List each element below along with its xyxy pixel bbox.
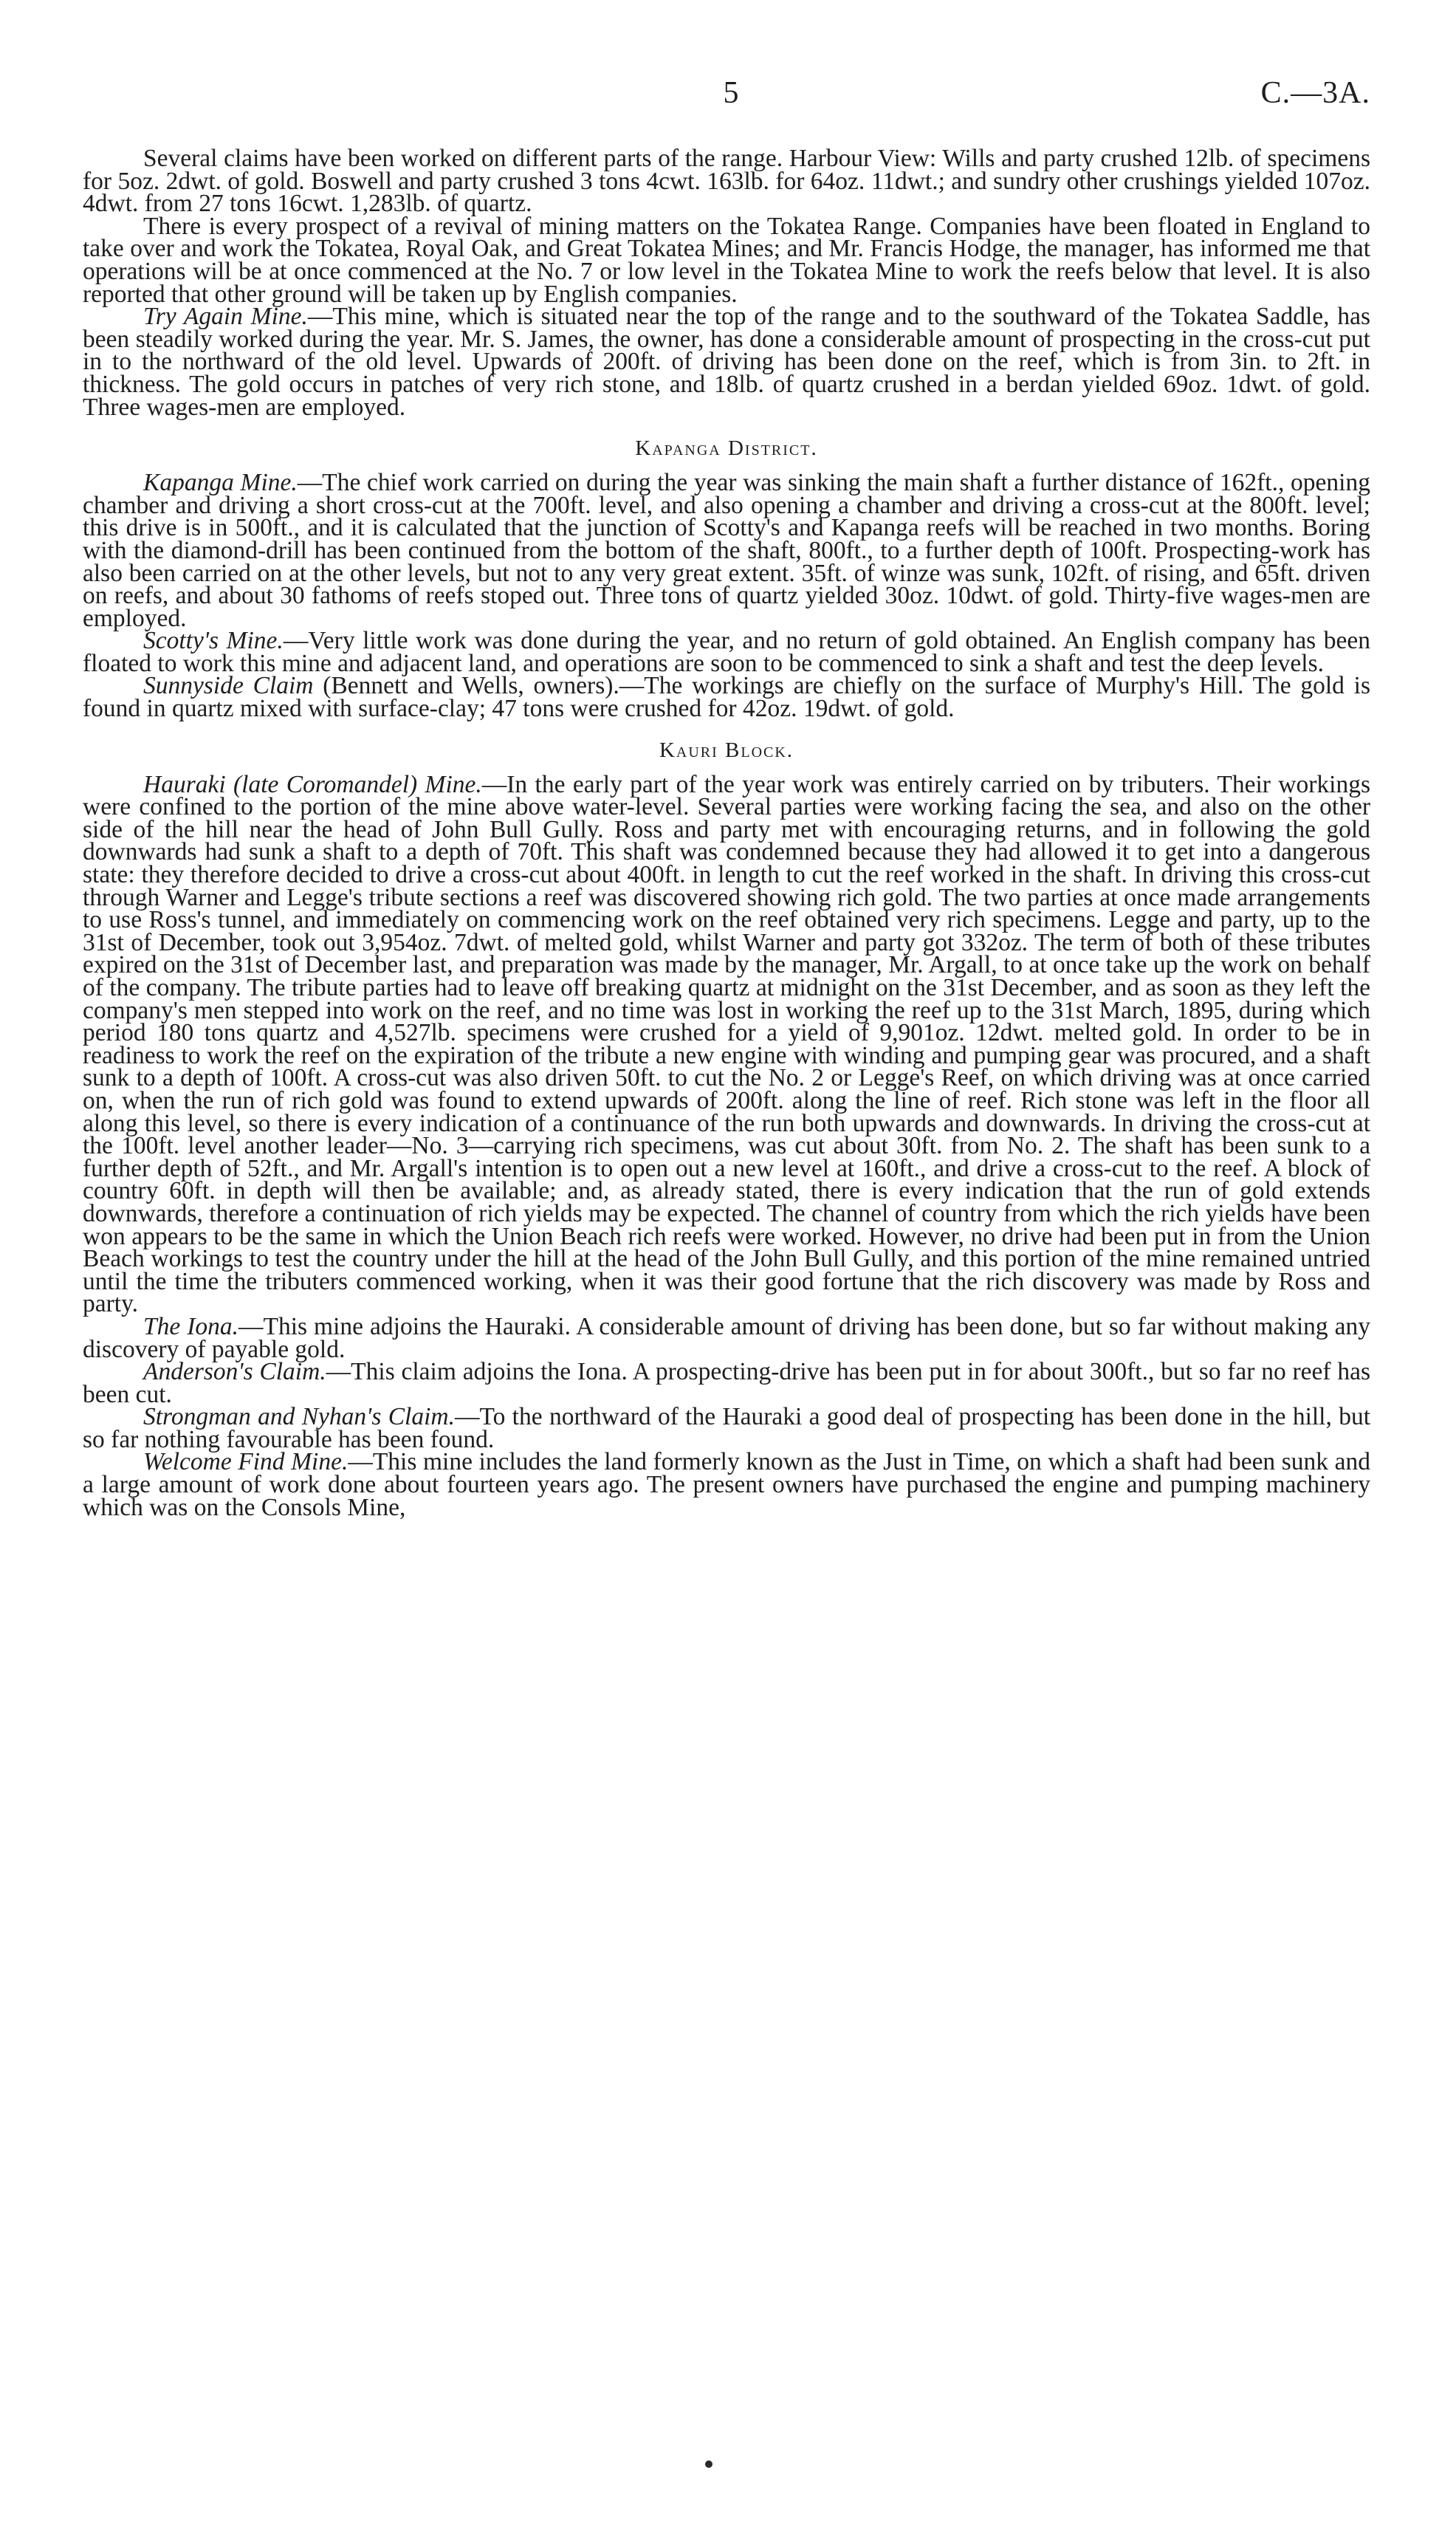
section-heading-kauri: Kauri Block. <box>659 738 794 762</box>
paragraph-text: —This mine, which is situated near the top of the range and to the southward of the Tokatea Saddle, has been steadily worked during the year. Mr. S. James, the owner, has done a considerable amount of prospecting in the cross-cut put in to the northward of the old level. Upwards of 200ft. of driving has been done on the reef, which is from 3in. to 2ft. in thickness. The gold occurs in patches of very rich stone, and 18lb. of quartz crushed in a berdan yielded 69oz. 1dwt. of gold. Three wages-men are employed. <box>83 303 1370 421</box>
paragraph-tokatea-range: There is every prospect of a revival of mining matters on the Tokatea Range. Companies have been floated in England to take over and work the Tokatea, Royal Oak, and Great Tokatea Mines; and Mr. Francis Hodge, the manager, has informed me that operations will be at once commenced at the No. 7 or low level in the Tokatea Mine to work the reefs below that level. It is also reported that other ground will be taken up by English companies. <box>83 212 1370 308</box>
paragraph-welcome-find <box>83 1448 1371 1521</box>
paragraph-text: —In the early part of the year work was entirely carried on by tributers. Their workings were confined to the portion of the mine above water-level. Several parties were working facing the sea, and also on the other side of the hill near the head of John Bull Gully. Ross and party met with encouraging returns, and in following the gold downwards had sunk a shaft to a depth of 70ft. This shaft was condemned because they had allowed it to get into a dangerous state: they therefore decided to drive a cross-cut about 400ft. in length to cut the reef worked in the shaft. In driving this cross-cut through Warner and Legge's tribute sections a reef was discovered showing rich gold. The two parties at once made arrangements to use Ross's tunnel, and immediately on commencing work on the reef obtained very rich specimens. Legge and party, up to the 31st of December, took out 3,954oz. 7dwt. of melted gold, whilst Warner and party got 332oz. The term of both of these tributes expired on the 31st of December last, and preparation was made by the manager, Mr. Argall, to at once take up the work on behalf of the company. The tribute parties had to leave off breaking quartz at midnight on the 31st December, and as soon as they left the company's men stepped into work on the reef, and no time was lost in working the reef up to the 31st March, 1895, during which period 180 tons quartz and 4,527lb. specimens were crushed for a yield of 9,901oz. 12dwt. melted gold. In order to be in readiness to work the reef on the expiration of the tribute a new engine with winding and pumping gear was procured, and a shaft sunk to a depth of 100ft. A cross-cut was also driven 50ft. to cut the No. 2 or Legge's Reef, on which driving was at once carried on, when the run of rich gold was found to extend upwards of 200ft. along the line of reef. Rich stone was left in the floor all along this level, so there is every indication of a continuance of the run both upwards and downwards. In driving the cross-cut at the 100ft. level another leader—No. 3—carrying rich specimens, was cut about 30ft. from No. 2. The shaft has been sunk to a further depth of 52ft., and Mr. Argall's intention is to open out a new level at 160ft., and drive a cross-cut to the reef. A block of country 60ft. in depth will then be available; and, as already stated, there is every indication that the run of gold extends downwards, therefore a continuation of rich yields may be expected. The channel of country from which the rich yields have been won appears to be the same in which the Union Beach rich reefs were worked. However, no drive had been put in from the Union Beach workings to test the country under the hill at the head of the John Bull Gully, and this portion of the mine remained untried until the time the tributers commenced working, when it was their good fortune that the rich discovery was made by Ross and party. <box>83 770 1370 1318</box>
paragraph-text: —This mine includes the land formerly known as the Just in Time, on which a shaft had been sunk and a large amount of work done about fourteen years ago. The present owners have purchased the engine and pumping machinery which was on the Consols Mine, <box>83 1448 1371 1521</box>
paragraph-title: Strongman and Nyhan's Claim. <box>143 1403 455 1431</box>
document-reference: C.—3A. <box>1260 76 1370 110</box>
document-body <box>83 145 1371 1521</box>
paragraph-text: —This claim adjoins the Iona. A prospecting-drive has been put in for about 300ft., but so far no reef has been cut. <box>83 1358 1370 1408</box>
paragraph-title: Scotty's Mine. <box>143 627 284 655</box>
paragraph-title: Welcome Find Mine. <box>143 1448 348 1476</box>
section-heading-kapanga: Kapanga District. <box>635 436 818 461</box>
paragraph-title: Anderson's Claim. <box>143 1358 326 1386</box>
paragraph-title: Hauraki (late Coromandel) Mine. <box>143 770 482 798</box>
paragraph-text: (Bennett and Wells, owners).—The workings are chiefly on the surface of Murphy's Hill. The gold is found in quartz mixed with surface-clay; 47 tons were crushed for 42oz. 19dwt. of gold. <box>83 672 1370 723</box>
paragraph-strongman-nyhan <box>83 1403 1370 1453</box>
paragraph-title: Sunnyside Claim <box>143 672 314 700</box>
paragraph-try-again-mine <box>83 303 1370 421</box>
paragraph-title: Kapanga Mine. <box>143 469 298 497</box>
page-number: 5 <box>723 76 739 110</box>
paragraph-scottys-mine <box>83 627 1370 677</box>
paragraph-text: —This mine adjoins the Hauraki. A considerable amount of driving has been done, but so far without making any discovery of payable gold. <box>83 1312 1370 1363</box>
paragraph-text: —Very little work was done during the year, and no return of gold obtained. An English company has been floated to work this mine and adjacent land, and operations are soon to be commenced to sink a shaft and test the deep levels. <box>83 627 1370 677</box>
footer-dot <box>705 2460 712 2468</box>
paragraph-sunnyside-claim <box>83 672 1370 723</box>
paragraph-title: Try Again Mine. <box>143 303 308 331</box>
paragraph-the-iona <box>83 1312 1370 1363</box>
paragraph-text: —To the northward of the Hauraki a good deal of prospecting has been done in the hill, but so far nothing favourable has been found. <box>83 1403 1370 1453</box>
paragraph-andersons-claim <box>83 1358 1370 1408</box>
paragraph-kapanga-mine <box>83 469 1370 632</box>
paragraph-text: —The chief work carried on during the year was sinking the main shaft a further distance of 162ft., opening chamber and driving a short cross-cut at the 700ft. level, and also opening a chamber and driving a cross-cut at the 800ft. level; this drive is in 500ft., and it is calculated that the junction of Scotty's and Kapanga reefs will be reached in two months. Boring with the diamond-drill has been continued from the bottom of the shaft, 800ft., to a further depth of 100ft. Prospecting-work has also been carried on at the other levels, but not to any very great extent. 35ft. of winze was sunk, 102ft. of rising, and 65ft. driven on reefs, and about 30 fathoms of reefs stoped out. Three tons of quartz yielded 30oz. 10dwt. of gold. Thirty-five wages-men are employed. <box>83 469 1370 632</box>
paragraph-harbour-view: Several claims have been worked on different parts of the range. Harbour View: Wills and party crushed 12lb. of specimens for 5oz. 2dwt. of gold. Boswell and party crushed 3 tons 4cwt. 163lb. for 64oz. 11dwt.; and sundry other crushings yielded 107oz. 4dwt. from 27 tons 16cwt. 1,283lb. of quartz. <box>83 145 1370 218</box>
paragraph-title: The Iona. <box>143 1312 239 1340</box>
paragraph-hauraki-mine <box>83 770 1370 1318</box>
